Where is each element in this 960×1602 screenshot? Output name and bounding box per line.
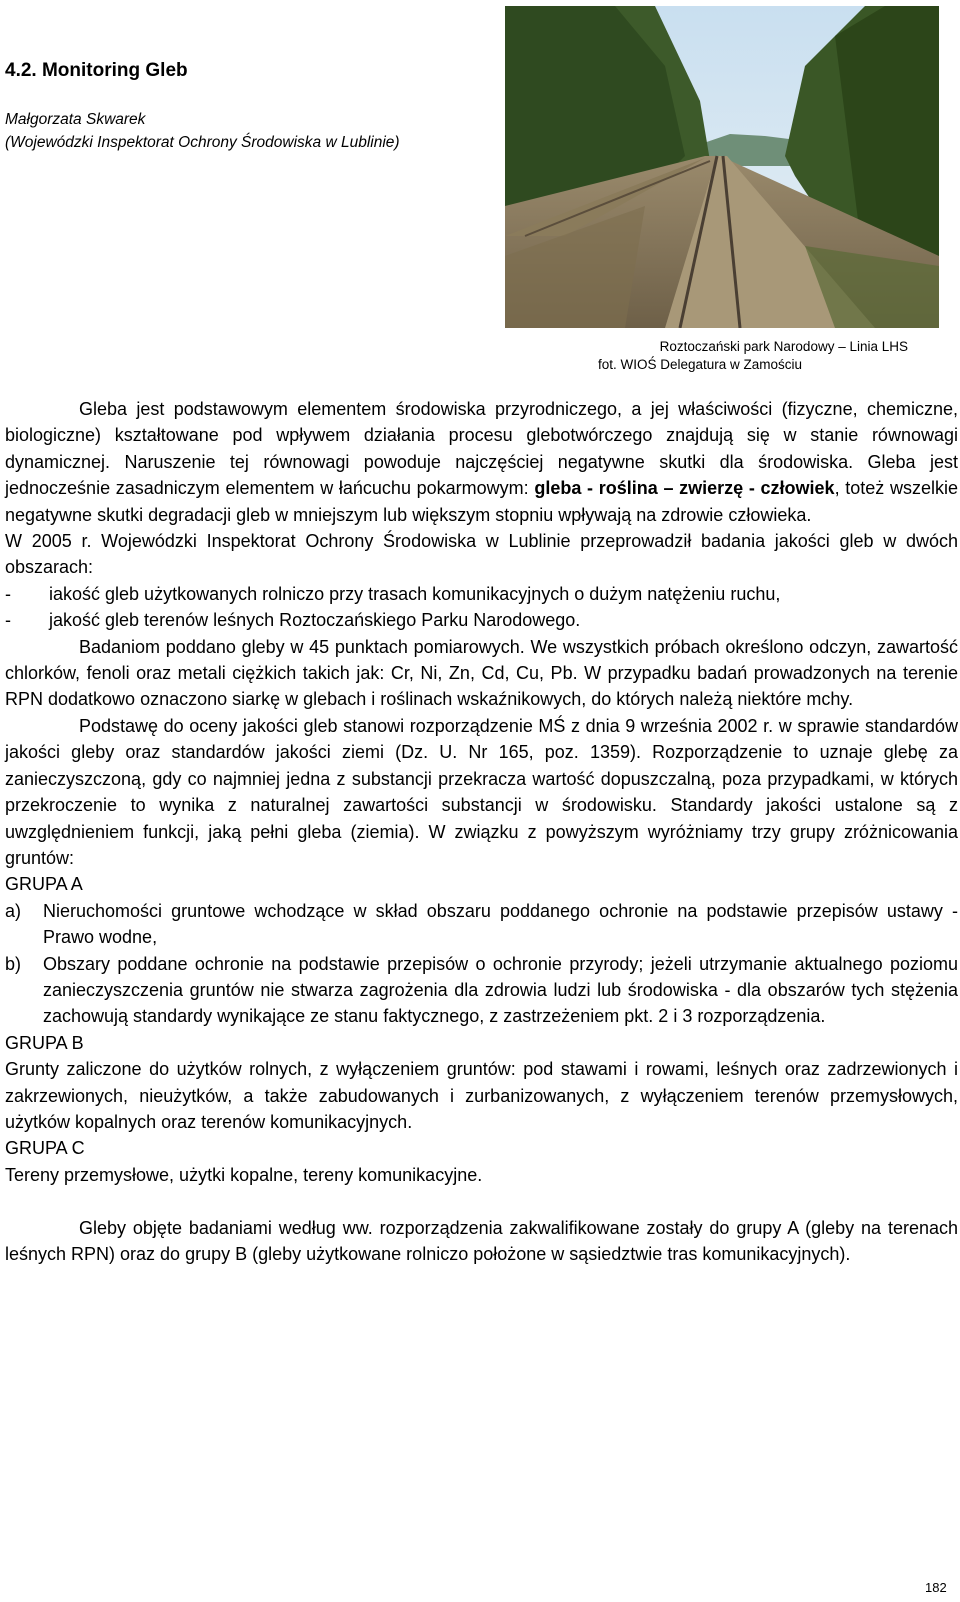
list-text: jakość gleb terenów leśnych Roztoczańskiego Parku Narodowego. xyxy=(49,610,581,631)
railway-forest-image xyxy=(505,6,939,328)
list-marker: - xyxy=(5,610,11,631)
group-c-title: GRUPA C xyxy=(5,1138,85,1159)
group-a-title: GRUPA A xyxy=(5,874,83,895)
author-institution: (Wojewódzki Inspektorat Ochrony Środowiska w Lublinie) xyxy=(5,134,400,151)
paragraph-study: W 2005 r. Wojewódzki Inspektorat Ochrony Środowiska w Lublinie przeprowadził badania jakości gleb w dwóch obszarach: xyxy=(5,531,958,578)
article-body xyxy=(5,396,958,1267)
group-b-text: Grunty zaliczone do użytków rolnych, z wyłączeniem gruntów: pod stawami i rowami, leśnych oraz zadrzewionych i zakrzewionych, nieużytków, a także zabudowanych i zurbanizowanych, z wyłączeniem terenów przemysłowych, użytków kopalnych oraz terenów komunikacyjnych. xyxy=(5,1059,958,1132)
blank-line xyxy=(5,1188,958,1214)
page-number: 182 xyxy=(925,1580,947,1595)
list-text: iakość gleb użytkowanych rolniczo przy trasach komunikacyjnych o dużym natężeniu ruchu, xyxy=(49,583,781,604)
list-marker: - xyxy=(5,583,11,604)
paragraph-regulation: Podstawę do oceny jakości gleb stanowi rozporządzenie MŚ z dnia 9 września 2002 r. w sprawie standardów jakości gleby oraz standardów jakości ziemi (Dz. U. Nr 165, poz. 1359). Rozporządzenie to uznaje glebę za zanieczyszczoną, gdy co najmniej jedna z substancji przekracza wartość dopuszczalną, poza przypadkami, w których przekroczenie to wynika z naturalnej zawartości substancji w środowisku. Standardy jakości ustalone są z uwzględnieniem funkcji, jaką pełni gleba (ziemia). W związku z powyższym wyróżniamy trzy grupy zróżnicowania gruntów: xyxy=(5,715,958,868)
list-label: b) xyxy=(5,953,22,974)
list-item xyxy=(5,898,958,951)
intro-text-2: , toteż wszelkie negatywne skutki degradacji gleb w mniejszym lub większym stopniu wpływają na zdrowie człowieka. xyxy=(5,478,958,525)
intro-text-1: Gleba jest podstawowym elementem środowiska przyrodniczego, a jej właściwości (fizyczne, chemiczne, biologiczne) kształtowane pod wpływem działania procesu glebotwórczego znajdują się w stanie równowagi dynamicznej. Naruszenie tej równowagi powoduje najczęściej negatywne skutki dla środowiska. Gleba jest jednocześnie zasadniczym elementem w łańcuchu pokarmowym: xyxy=(5,399,958,499)
list-item xyxy=(5,581,958,607)
caption-title: Roztoczański park Narodowy – Linia LHS xyxy=(659,339,908,354)
paragraph-intro xyxy=(5,396,958,528)
food-chain-bold: gleba - roślina – zwierzę - człowiek xyxy=(534,478,835,499)
paragraph-methods: Badaniom poddano gleby w 45 punktach pomiarowych. We wszystkich próbach określono odczyn, zawartość chlorków, fenoli oraz metali ciężkich takich jak: Cr, Ni, Zn, Cd, Cu, Pb. W przypadku badań prowadzonych na terenie RPN dodatkowo oznaczono siarkę w glebach i roślinach wskaźnikowych, do których należą niektóre mchy. xyxy=(5,636,958,710)
photo-caption xyxy=(598,338,908,374)
list-text: Nieruchomości gruntowe wchodzące w skład obszaru poddanego ochronie na podstawie przepisów ustawy - Prawo wodne, xyxy=(43,900,958,948)
paragraph-conclusion: Gleby objęte badaniami według ww. rozporządzenia zakwalifikowane zostały do grupy A (gleby na terenach leśnych RPN) oraz do grupy B (gleby użytkowane rolniczo położone w sąsiedztwie tras komunikacyjnych). xyxy=(5,1217,958,1264)
list-item xyxy=(5,951,958,1030)
caption-credit: fot. WIOŚ Delegatura w Zamościu xyxy=(598,357,803,372)
group-b-title: GRUPA B xyxy=(5,1032,84,1053)
section-heading: 4.2. Monitoring Gleb xyxy=(5,60,188,81)
group-c-text: Tereny przemysłowe, użytki kopalne, tereny komunikacyjne. xyxy=(5,1164,483,1185)
author-block xyxy=(5,108,400,154)
list-item xyxy=(5,607,958,633)
author-name: Małgorzata Skwarek xyxy=(5,111,146,128)
railway-photo xyxy=(505,6,939,328)
list-label: a) xyxy=(5,900,22,921)
list-text: Obszary poddane ochronie na podstawie przepisów o ochronie przyrody; jeżeli utrzymanie aktualnego poziomu zanieczyszczenia gruntów nie stwarza zagrożenia dla zdrowia ludzi lub środowiska - dla obszarów tych stężenia zachowują standardy wynikające ze stanu faktycznego, z zastrzeżeniem pkt. 2 i 3 rozporządzenia. xyxy=(43,953,958,1027)
